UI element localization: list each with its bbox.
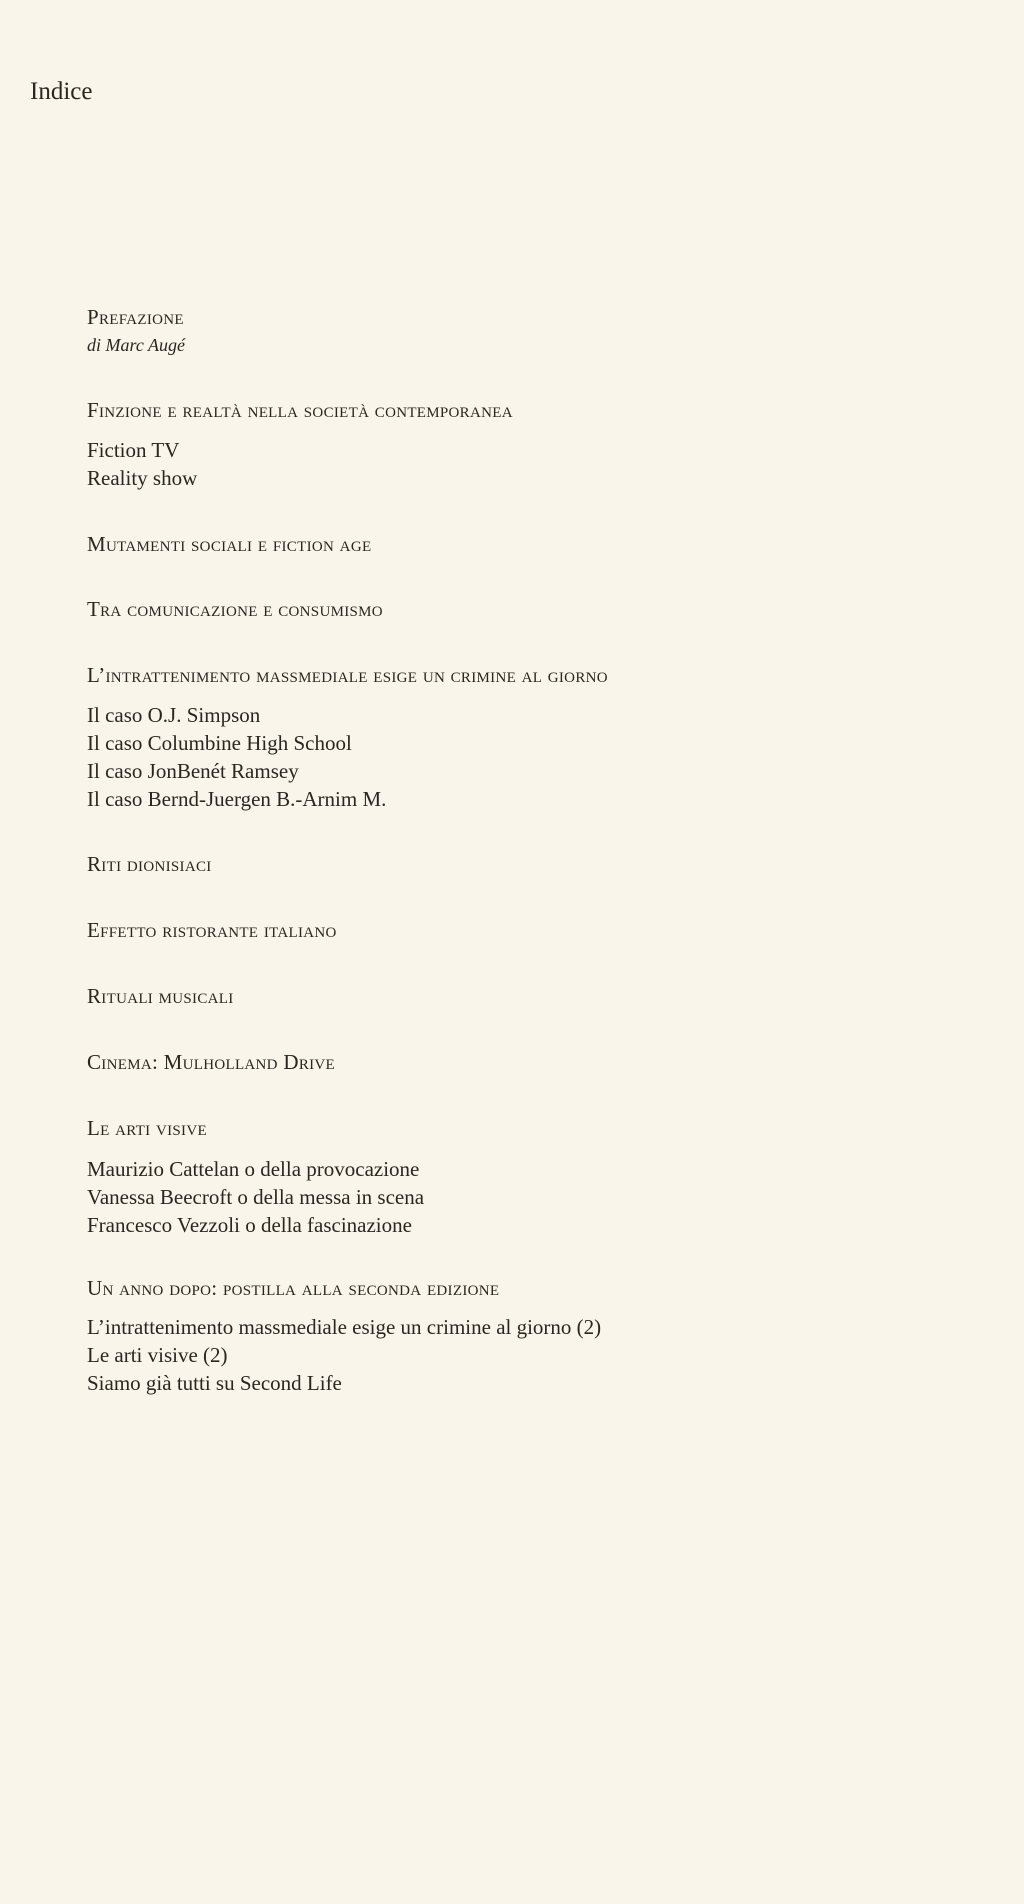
chapter-title: Tra comunicazione e consumismo [87, 597, 383, 621]
chapter-title: Mutamenti sociali e fiction age [87, 532, 372, 556]
chapter-title: Effetto ristorante italiano [87, 918, 337, 942]
page-title: Indice [30, 78, 93, 105]
chapter-author: di Marc Augé [87, 335, 185, 355]
section-title: Francesco Vezzoli o della fascinazione [87, 1213, 412, 1237]
section-title: Fiction TV [87, 438, 180, 462]
section-title: Il caso Columbine High School [87, 731, 352, 755]
chapter-title: Rituali musicali [87, 984, 234, 1008]
section-title: Il caso Bernd-Juergen B.-Arnim M. [87, 787, 387, 811]
section-title: Il caso JonBenét Ramsey [87, 759, 299, 783]
section-title: Il caso O.J. Simpson [87, 703, 261, 727]
chapter-title: Riti dionisiaci [87, 852, 212, 876]
section-title: Le arti visive (2) [87, 1343, 228, 1367]
chapter-title: Le arti visive [87, 1116, 207, 1140]
section-title: Maurizio Cattelan o della provocazione [87, 1157, 420, 1181]
section-title: L’intrattenimento massmediale esige un crimine al giorno (2) [87, 1315, 602, 1339]
chapter-title: Un anno dopo: postilla alla seconda edizione [87, 1276, 500, 1300]
chapter-title: L’intrattenimento massmediale esige un crimine al giorno [87, 663, 608, 687]
chapter-title: Prefazione [87, 305, 184, 329]
chapter-title: Finzione e realtà nella società contemporanea [87, 398, 513, 422]
section-title: Reality show [87, 466, 198, 490]
section-title: Siamo già tutti su Second Life [87, 1371, 342, 1395]
chapter-title: Cinema: Mulholland Drive [87, 1050, 336, 1074]
section-title: Vanessa Beecroft o della messa in scena [87, 1185, 425, 1209]
